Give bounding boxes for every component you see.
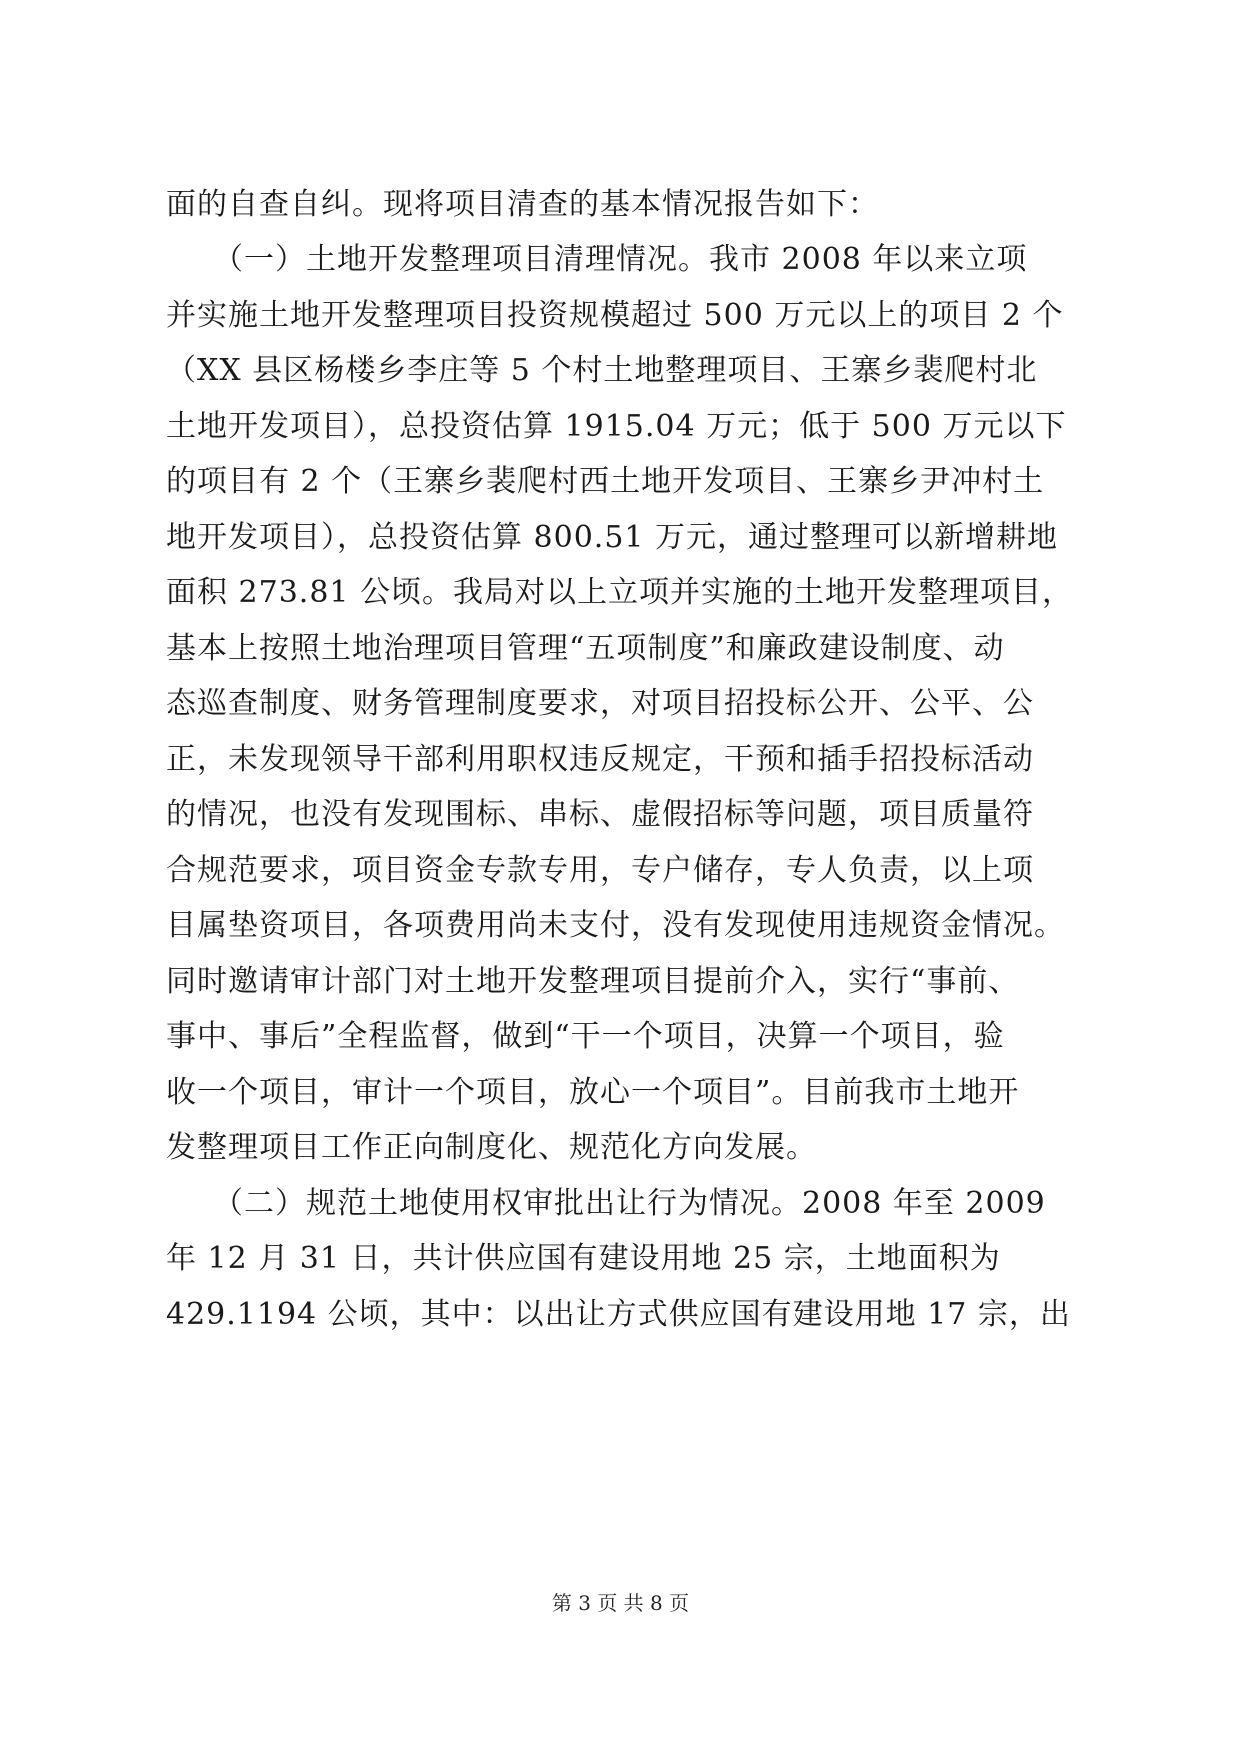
text-line: 目属垫资项目，各项费用尚未支付，没有发现使用违规资金情况。	[166, 908, 1065, 943]
text-line: 面的自查自纠。现将项目清查的基本情况报告如下：	[166, 187, 879, 222]
text-line: 同时邀请审计部门对土地开发整理项目提前介入，实行“事前、	[166, 964, 1020, 999]
text-line: 基本上按照土地治理项目管理“五项制度”和廉政建设制度、动	[166, 631, 1005, 666]
text-line: （二）规范土地使用权审批出让行为情况。2008 年至 2009	[166, 1186, 1046, 1221]
text-line: 发整理项目工作正向制度化、规范化方向发展。	[166, 1130, 817, 1165]
text-line: （一）土地开发整理项目清理情况。我市 2008 年以来立项	[166, 242, 1028, 277]
text-line: 面积 273.81 公顷。我局对以上立项并实施的土地开发整理项目，	[166, 575, 1074, 610]
text-line: 合规范要求，项目资金专款专用，专户储存，专人负责，以上项	[166, 853, 1034, 888]
text-line: 土地开发项目），总投资估算 1915.04 万元；低于 500 万元以下	[166, 409, 1067, 444]
text-line: 态巡查制度、财务管理制度要求，对项目招投标公开、公平、公	[166, 686, 1034, 721]
text-line: （XX 县区杨楼乡李庄等 5 个村土地整理项目、王寨乡裴爬村北	[166, 353, 1038, 388]
text-line: 的项目有 2 个（王寨乡裴爬村西土地开发项目、王寨乡尹冲村土	[166, 464, 1045, 499]
text-line: 地开发项目），总投资估算 800.51 万元，通过整理可以新增耕地	[166, 520, 1059, 555]
text-line: 429.1194 公顷，其中：以出让方式供应国有建设用地 17 宗，出	[166, 1297, 1071, 1332]
text-line: 并实施土地开发整理项目投资规模超过 500 万元以上的项目 2 个	[166, 298, 1064, 333]
text-line: 正，未发现领导干部利用职权违反规定，干预和插手招投标活动	[166, 742, 1034, 777]
text-line: 的情况，也没有发现围标、串标、虚假招标等问题，项目质量符	[166, 797, 1034, 832]
page-footer: 第 3 页 共 8 页	[551, 1591, 690, 1615]
text-line: 收一个项目，审计一个项目，放心一个项目”。目前我市土地开	[166, 1075, 1020, 1110]
text-line: 事中、事后”全程监督，做到“干一个项目，决算一个项目，验	[166, 1019, 1005, 1054]
text-line: 年 12 月 31 日，共计供应国有建设用地 25 宗，土地面积为	[166, 1241, 1001, 1276]
